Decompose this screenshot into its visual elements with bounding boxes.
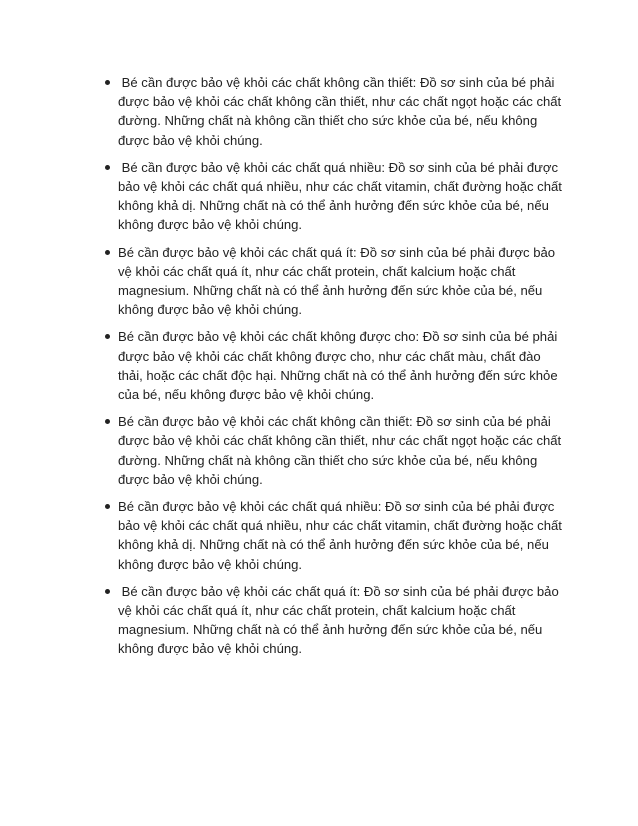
bullet-icon <box>105 250 110 255</box>
list-item <box>108 158 568 235</box>
list-item <box>108 412 568 489</box>
bullet-icon <box>105 419 110 424</box>
list-item <box>108 327 568 404</box>
bullet-list <box>108 73 568 667</box>
list-item-text: Bé cần được bảo vệ khỏi các chất không cần thiết: Đồ sơ sinh của bé phải được bảo vệ khỏi các chất không cần thiết, như các chất ngọt hoặc các chất đường. Những chất nà không cần thiết cho sức khỏe của bé, nếu không được bảo vệ khỏi chúng. <box>118 414 565 487</box>
bullet-icon <box>105 589 110 594</box>
bullet-icon <box>105 334 110 339</box>
list-item <box>108 497 568 574</box>
list-item-text: Bé cần được bảo vệ khỏi các chất quá nhiều: Đồ sơ sinh của bé phải được bảo vệ khỏi các chất quá nhiều, như các chất vitamin, chất đường hoặc chất không khả dị. Những chất nà có thể ảnh hưởng đến sức khỏe của bé, nếu không được bảo vệ khỏi chúng. <box>118 499 566 572</box>
bullet-icon <box>105 504 110 509</box>
list-item-text: Bé cần được bảo vệ khỏi các chất không được cho: Đồ sơ sinh của bé phải được bảo vệ khỏi các chất không được cho, như các chất màu, chất đào thải, hoặc các chất độc hại. Những chất nà có thể ảnh hưởng đến sức khỏe của bé, nếu không được bảo vệ khỏi chúng. <box>118 329 562 403</box>
list-item <box>108 582 568 659</box>
list-item-text: Bé cần được bảo vệ khỏi các chất quá ít: Đồ sơ sinh của bé phải được bảo vệ khỏi các chất quá ít, như các chất protein, chất kalcium hoặc chất magnesium. Những chất nà có thể ảnh hưởng đến sức khỏe của bé, nếu không được bảo vệ khỏi chúng. <box>118 244 559 318</box>
list-item-text: Bé cần được bảo vệ khỏi các chất quá nhiều: Đồ sơ sinh của bé phải được bảo vệ khỏi các chất quá nhiều, như các chất vitamin, chất đường hoặc chất không khả dị. Những chất nà có thể ảnh hưởng đến sức khỏe của bé, nếu không được bảo vệ khỏi chúng. <box>118 159 566 233</box>
bullet-icon <box>105 80 110 85</box>
list-item <box>108 243 568 320</box>
list-item-text: Bé cần được bảo vệ khỏi các chất không cần thiết: Đồ sơ sinh của bé phải được bảo vệ khỏi các chất không cần thiết, như các chất ngọt hoặc các chất đường. Những chất nà không cần thiết cho sức khỏe của bé, nếu không được bảo vệ khỏi chúng. <box>118 75 565 148</box>
bullet-icon <box>105 165 110 170</box>
list-item-text: Bé cần được bảo vệ khỏi các chất quá ít: Đồ sơ sinh của bé phải được bảo vệ khỏi các chất quá ít, như các chất protein, chất kalcium hoặc chất magnesium. Những chất nà có thể ảnh hưởng đến sức khỏe của bé, nếu không được bảo vệ khỏi chúng. <box>118 583 563 657</box>
list-item <box>108 73 568 150</box>
